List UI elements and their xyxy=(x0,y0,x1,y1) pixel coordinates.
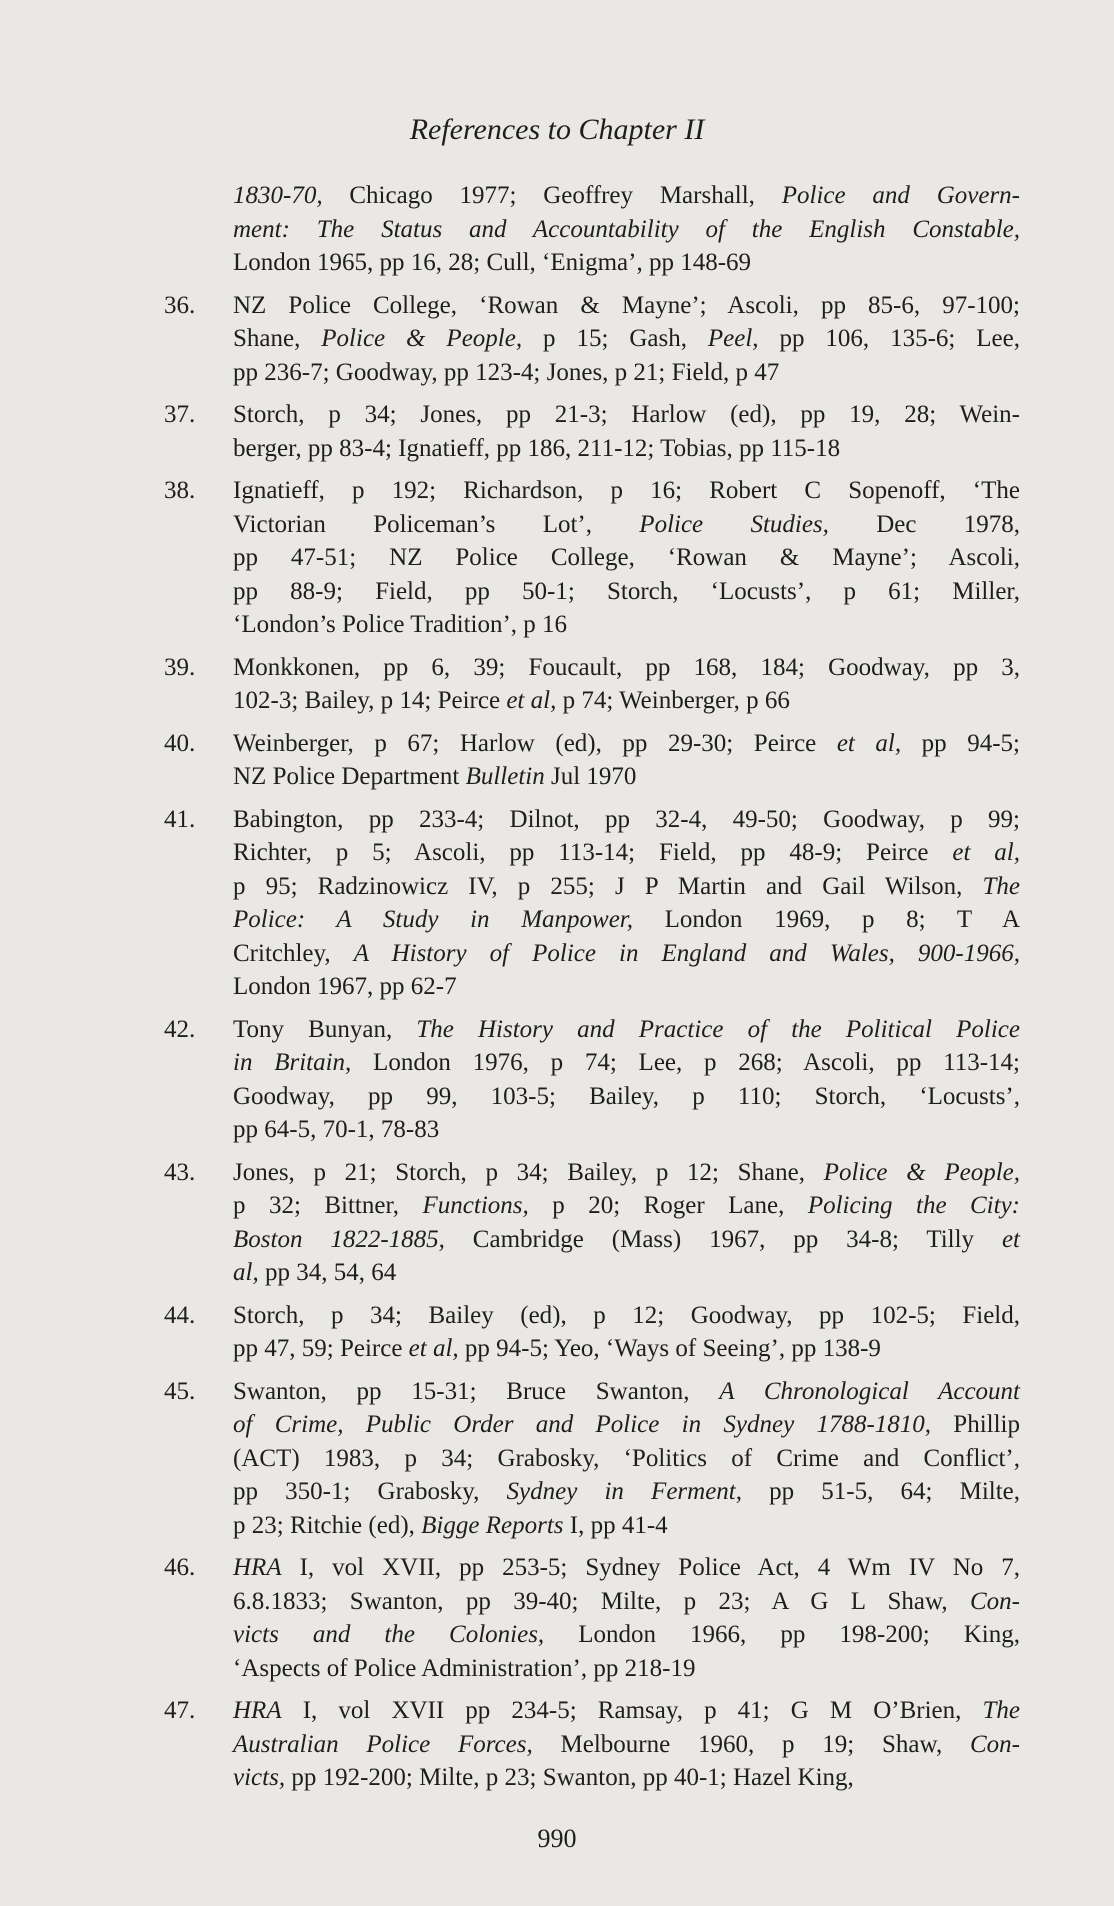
text-run: p 15; Gash, xyxy=(522,325,708,352)
text-run: Dec 1978, xyxy=(828,510,1021,538)
note-number: 43. xyxy=(164,1158,196,1186)
note-line xyxy=(233,246,1020,280)
text-run: London 1966, pp 198-200; King, xyxy=(544,1621,1020,1648)
note-line xyxy=(233,213,1020,247)
note-line xyxy=(233,398,1020,432)
note-line xyxy=(233,1080,1020,1114)
text-run: pp 192-200; Milte, p 23; Swanton, pp 40-1; Hazel King, xyxy=(285,1764,854,1791)
text-run: 102-3; Bailey, p 14; Peirce xyxy=(233,687,507,714)
note-line xyxy=(233,1223,1020,1257)
text-run: Jul 1970 xyxy=(544,763,637,790)
note-line xyxy=(233,1475,1020,1509)
note-line xyxy=(233,179,1020,213)
running-header: References to Chapter II xyxy=(409,113,705,146)
text-run: pp 47, 59; Peirce xyxy=(233,1335,409,1362)
italic-text: Policing the City: xyxy=(807,1192,1020,1219)
text-run: Cambridge (Mass) 1967, pp 34-8; Tilly xyxy=(444,1225,1002,1253)
reference-list xyxy=(164,179,1020,1804)
note-line xyxy=(233,356,1020,390)
text-run: Ignatieff, p 192; Richardson, p 16; Robert C Sopenoff, ‘The xyxy=(233,477,1020,504)
text-run: Tony Bunyan, xyxy=(233,1015,417,1043)
text-run: pp 94-5; xyxy=(901,729,1020,757)
note-text xyxy=(233,803,1020,1004)
text-run: pp 51-5, 64; Milte, xyxy=(742,1478,1020,1505)
italic-text: et al, xyxy=(506,687,557,714)
italic-text: Sydney in Ferment, xyxy=(506,1478,742,1505)
text-run: (ACT) 1983, p 34; Grabosky, ‘Politics of Crime and Conflict’, xyxy=(233,1444,1020,1472)
text-run: Critchley, xyxy=(233,939,354,967)
note-line xyxy=(233,575,1020,609)
italic-text: HRA xyxy=(233,1697,282,1724)
text-run: I, vol XVII, pp 253-5; Sydney Police Act, 4 Wm IV No 7, xyxy=(281,1554,1020,1581)
note-number: 44. xyxy=(164,1301,196,1329)
text-run: ‘London’s Police Tradition’, p 16 xyxy=(233,611,568,638)
note-line xyxy=(233,508,1020,542)
italic-text: Con- xyxy=(970,1587,1020,1615)
text-run: p 95; Radzinowicz IV, p 255; J P Martin and Gail Wilson, xyxy=(233,872,983,900)
note-number: 37. xyxy=(164,401,196,428)
reference-note xyxy=(164,474,1020,642)
text-run: London 1965, pp 16, 28; Cull, ‘Enigma’, pp 148-69 xyxy=(233,249,752,276)
note-number: 45. xyxy=(164,1377,196,1405)
italic-text: Peel, xyxy=(707,325,759,352)
note-number: 39. xyxy=(164,653,196,681)
text-run: pp 64-5, 70-1, 78-83 xyxy=(233,1116,440,1143)
note-text xyxy=(233,1375,1020,1543)
italic-text: 1830-70, xyxy=(233,182,323,209)
text-run: p 74; Weinberger, p 66 xyxy=(556,687,790,714)
note-line xyxy=(233,1652,1020,1686)
italic-text: Boston 1822-1885, xyxy=(233,1225,445,1253)
note-line xyxy=(233,608,1020,642)
italic-text: et xyxy=(1001,1225,1020,1253)
text-run: p 23; Ritchie (ed), xyxy=(233,1511,422,1539)
note-text xyxy=(233,1013,1020,1147)
italic-text: Police and Govern- xyxy=(781,182,1020,209)
note-line xyxy=(233,1189,1020,1223)
text-run: London 1967, pp 62-7 xyxy=(233,973,457,1000)
reference-note xyxy=(164,1156,1020,1290)
note-text xyxy=(233,1551,1020,1685)
note-line xyxy=(233,1013,1020,1047)
note-line xyxy=(233,1156,1020,1190)
note-continuation xyxy=(233,179,1020,280)
italic-text: Police: A Study in Manpower, xyxy=(233,906,633,933)
note-line xyxy=(233,541,1020,575)
italic-text: A History of Police in England and Wales, 900-1966, xyxy=(353,939,1020,967)
note-number: 41. xyxy=(164,805,196,833)
reference-note xyxy=(164,803,1020,1004)
note-line xyxy=(233,803,1020,837)
note-text xyxy=(233,651,1020,718)
note-text xyxy=(233,727,1020,794)
note-line xyxy=(233,937,1020,971)
reference-note xyxy=(164,651,1020,718)
text-run: Babington, pp 233-4; Dilnot, pp 32-4, 49-50; Goodway, p 99; xyxy=(233,805,1020,833)
italic-text: The xyxy=(982,872,1020,900)
note-line xyxy=(233,322,1020,356)
text-run: Phillip xyxy=(931,1411,1020,1438)
note-line xyxy=(233,970,1020,1004)
text-run: Shane, xyxy=(233,325,322,352)
text-run: London 1976, p 74; Lee, p 268; Ascoli, pp 113-14; xyxy=(351,1049,1020,1076)
italic-text: Police & People, xyxy=(823,1158,1020,1186)
note-text xyxy=(233,289,1020,390)
text-run: pp 94-5; Yeo, ‘Ways of Seeing’, pp 138-9 xyxy=(458,1335,881,1362)
italic-text: et al, xyxy=(408,1335,459,1362)
note-line xyxy=(233,1046,1020,1080)
text-run: Chicago 1977; Geoffrey Marshall, xyxy=(322,182,782,209)
note-line xyxy=(233,1299,1020,1333)
note-number: 46. xyxy=(164,1554,196,1581)
text-run: Storch, p 34; Jones, pp 21-3; Harlow (ed), pp 19, 28; Wein- xyxy=(233,401,1020,428)
text-run: pp 47-51; NZ Police College, ‘Rowan & Mayne’; Ascoli, xyxy=(233,544,1020,571)
text-run: London 1969, p 8; T A xyxy=(633,906,1020,933)
note-line xyxy=(233,760,1020,794)
note-number: 42. xyxy=(164,1015,196,1043)
note-line xyxy=(233,1509,1020,1543)
note-number: 40. xyxy=(164,729,196,757)
note-line xyxy=(233,1332,1020,1366)
text-run: I, vol XVII pp 234-5; Ramsay, p 41; G M O’Brien, xyxy=(281,1697,983,1724)
text-run: pp 350-1; Grabosky, xyxy=(233,1478,507,1505)
note-line xyxy=(233,474,1020,508)
italic-text: Police Studies, xyxy=(639,510,829,538)
note-line xyxy=(233,1256,1020,1290)
italic-text: victs and the Colonies, xyxy=(233,1621,545,1648)
reference-note xyxy=(164,1299,1020,1366)
italic-text: of Crime, Public Order and Police in Sydney 1788-1810, xyxy=(233,1411,932,1438)
note-number: 47. xyxy=(164,1697,196,1724)
page-number: 990 xyxy=(537,1824,577,1853)
note-line xyxy=(233,727,1020,761)
note-line xyxy=(233,1375,1020,1409)
note-line xyxy=(233,1442,1020,1476)
note-line xyxy=(233,1728,1020,1762)
reference-note xyxy=(164,398,1020,465)
note-line xyxy=(233,1408,1020,1442)
reference-note xyxy=(164,1013,1020,1147)
text-run: Jones, p 21; Storch, p 34; Bailey, p 12; Shane, xyxy=(233,1158,824,1186)
text-run: pp 236-7; Goodway, pp 123-4; Jones, p 21; Field, p 47 xyxy=(233,358,780,386)
reference-note xyxy=(164,1694,1020,1795)
text-run: Weinberger, p 67; Harlow (ed), pp 29-30; Peirce xyxy=(233,729,837,757)
note-number: 38. xyxy=(164,477,196,504)
note-line xyxy=(233,870,1020,904)
text-run: Swanton, pp 15-31; Bruce Swanton, xyxy=(233,1377,720,1405)
italic-text: Australian Police Forces, xyxy=(233,1730,533,1758)
text-run: berger, pp 83-4; Ignatieff, pp 186, 211-12; Tobias, pp 115-18 xyxy=(233,434,841,462)
reference-note xyxy=(164,289,1020,390)
text-run: pp 106, 135-6; Lee, xyxy=(758,325,1020,352)
italic-text: The xyxy=(982,1697,1020,1724)
note-line xyxy=(233,836,1020,870)
note-line xyxy=(233,1551,1020,1585)
text-run: p 20; Roger Lane, xyxy=(528,1192,808,1219)
italic-text: ment: The Status and Accountability of the English Constable, xyxy=(233,215,1020,243)
reference-note xyxy=(164,1375,1020,1543)
italic-text: et al, xyxy=(836,729,902,757)
italic-text: et al, xyxy=(952,839,1021,866)
text-run: Goodway, pp 99, 103-5; Bailey, p 110; Storch, ‘Locusts’, xyxy=(233,1082,1020,1110)
text-run: NZ Police College, ‘Rowan & Mayne’; Ascoli, pp 85-6, 97-100; xyxy=(233,291,1020,319)
italic-text: Police & People, xyxy=(321,325,523,352)
note-line xyxy=(233,1585,1020,1619)
text-run: I, pp 41-4 xyxy=(563,1511,668,1539)
note-text xyxy=(233,1156,1020,1290)
text-run: Storch, p 34; Bailey (ed), p 12; Goodway, pp 102-5; Field, xyxy=(233,1301,1020,1329)
italic-text: HRA xyxy=(233,1554,282,1581)
note-line xyxy=(233,432,1020,466)
italic-text: A Chronological Account xyxy=(719,1377,1020,1405)
note-line xyxy=(233,1618,1020,1652)
italic-text: The History and Practice of the Political Police xyxy=(416,1015,1020,1043)
reference-note xyxy=(164,727,1020,794)
note-line xyxy=(233,684,1020,718)
text-run: pp 88-9; Field, pp 50-1; Storch, ‘Locusts’, p 61; Miller, xyxy=(233,577,1020,605)
text-run: Victorian Policeman’s Lot’, xyxy=(233,510,640,538)
note-text xyxy=(233,474,1020,642)
text-run: Richter, p 5; Ascoli, pp 113-14; Field, pp 48-9; Peirce xyxy=(233,839,953,866)
note-line xyxy=(233,1113,1020,1147)
italic-text: al, xyxy=(233,1259,259,1286)
note-line xyxy=(233,903,1020,937)
note-line xyxy=(233,651,1020,685)
note-line xyxy=(233,289,1020,323)
text-run: Melbourne 1960, p 19; Shaw, xyxy=(532,1730,970,1758)
reference-note xyxy=(164,1551,1020,1685)
italic-text: Bulletin xyxy=(465,763,545,790)
italic-text: Functions, xyxy=(422,1192,529,1219)
text-run: p 32; Bittner, xyxy=(233,1192,423,1219)
note-line xyxy=(233,1694,1020,1728)
text-run: 6.8.1833; Swanton, pp 39-40; Milte, p 23; A G L Shaw, xyxy=(233,1587,970,1615)
note-text xyxy=(233,398,1020,465)
note-number: 36. xyxy=(164,291,196,319)
text-run: pp 34, 54, 64 xyxy=(258,1259,397,1286)
text-run: Monkkonen, pp 6, 39; Foucault, pp 168, 184; Goodway, pp 3, xyxy=(233,653,1020,681)
text-run: NZ Police Department xyxy=(233,763,466,790)
note-line xyxy=(233,1761,1020,1795)
text-run: ‘Aspects of Police Administration’, pp 218-19 xyxy=(233,1654,696,1682)
note-text xyxy=(233,1299,1020,1366)
note-text xyxy=(233,1694,1020,1795)
italic-text: Con- xyxy=(970,1730,1020,1758)
italic-text: Bigge Reports xyxy=(421,1511,564,1539)
italic-text: in Britain, xyxy=(233,1049,352,1076)
italic-text: victs, xyxy=(233,1764,286,1791)
